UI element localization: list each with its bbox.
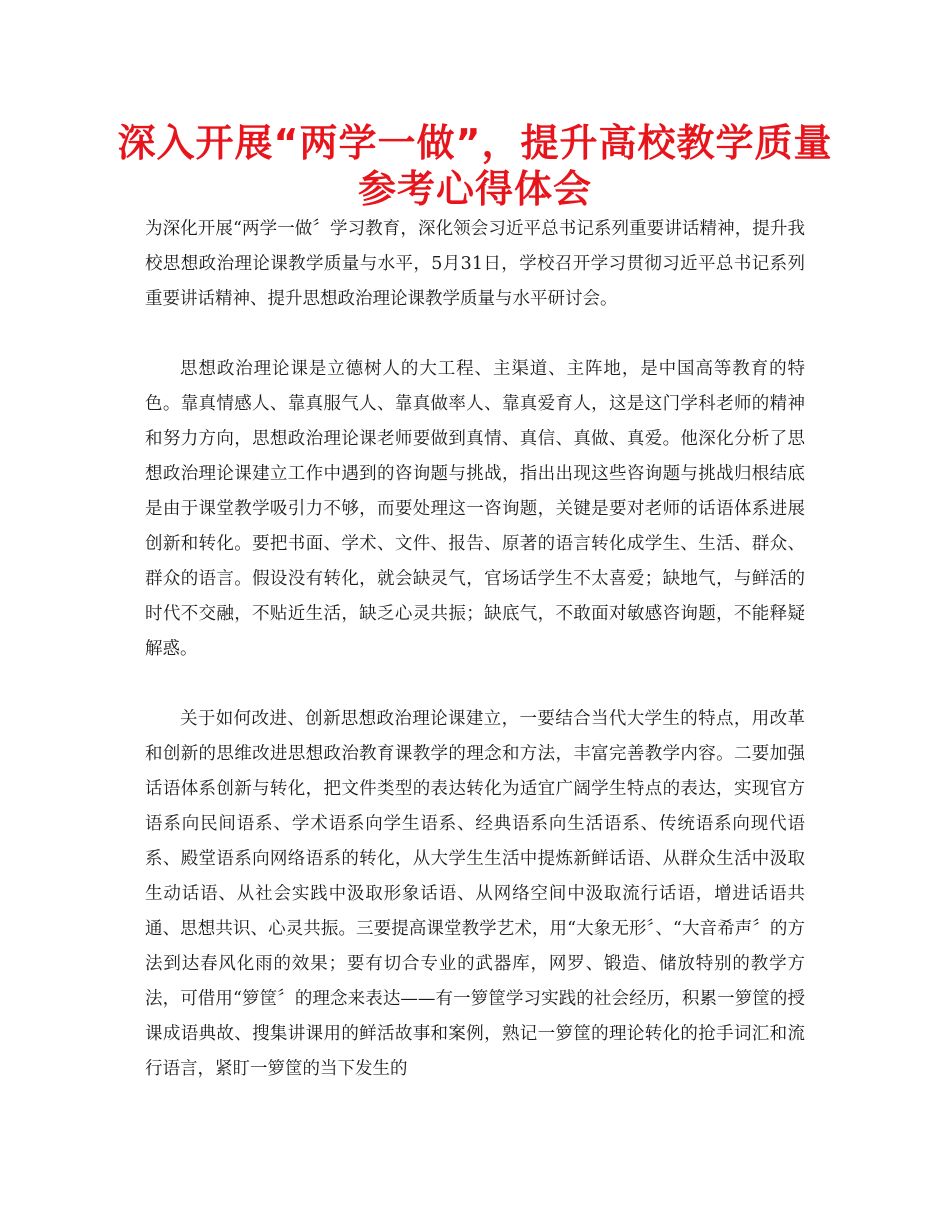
- document-title: 深入开展“两学一做”，提升高校教学质量参考心得体会: [117, 121, 833, 211]
- document-body: [145, 212, 805, 1122]
- paragraph-3: 关于如何改进、创新思想政治理论课建立，一要结合当代大学生的特点，用改革和创新的思维改进思想政治教育课教学的理念和方法，丰富完善教学内容。二要加强话语体系创新与转化，把文件类型的表达转化为适宜广阔学生特点的表达，实现官方语系向民间语系、学术语系向学生语系、经典语系向生活语系、传统语系向现代语系、殿堂语系向网络语系的转化，从大学生生活中提炼新鲜话语、从群众生活中汲取生动话语、从社会实践中汲取形象话语、从网络空间中汲取流行话语，增进话语共通、思想共识、心灵共振。三要提高课堂教学艺术，用“大象无形〞、“大音希声〞的方法到达春风化雨的效果；要有切合专业的武器库，网罗、锻造、储放特别的教学方法，可借用“箩筐〞的理念来表达——有一箩筐学习实践的社会经历，积累一箩筐的授课成语典故、搜集讲课用的鲜活故事和案例，熟记一箩筐的理论转化的抢手词汇和流行语言，紧盯一箩筐的当下发生的: [145, 709, 805, 1079]
- paragraph-1: 为深化开展“两学一做〞学习教育，深化领会习近平总书记系列重要讲话精神，提升我校思想政治理论课教学质量与水平，5月31日，学校召开学习贯彻习近平总书记系列重要讲话精神、提升思想政治理论课教学质量与水平研讨会。: [145, 219, 805, 309]
- paragraph-2: 思想政治理论课是立德树人的大工程、主渠道、主阵地，是中国高等教育的特色。靠真情感人、靠真服气人、靠真做率人、靠真爱育人，这是这门学科老师的精神和努力方向，思想政治理论课老师要做到真情、真信、真做、真爱。他深化分析了思想政治理论课建立工作中遇到的咨询题与挑战，指出出现这些咨询题与挑战归根结底是由于课堂教学吸引力不够，而要处理这一咨询题，关键是要对老师的话语体系进展创新和转化。要把书面、学术、文件、报告、原著的语言转化成学生、生活、群众、群众的语言。假设没有转化，就会缺灵气，官场话学生不太喜爱；缺地气，与鲜活的时代不交融，不贴近生活，缺乏心灵共振；缺底气，不敢面对敏感咨询题，不能释疑解惑。: [145, 359, 805, 659]
